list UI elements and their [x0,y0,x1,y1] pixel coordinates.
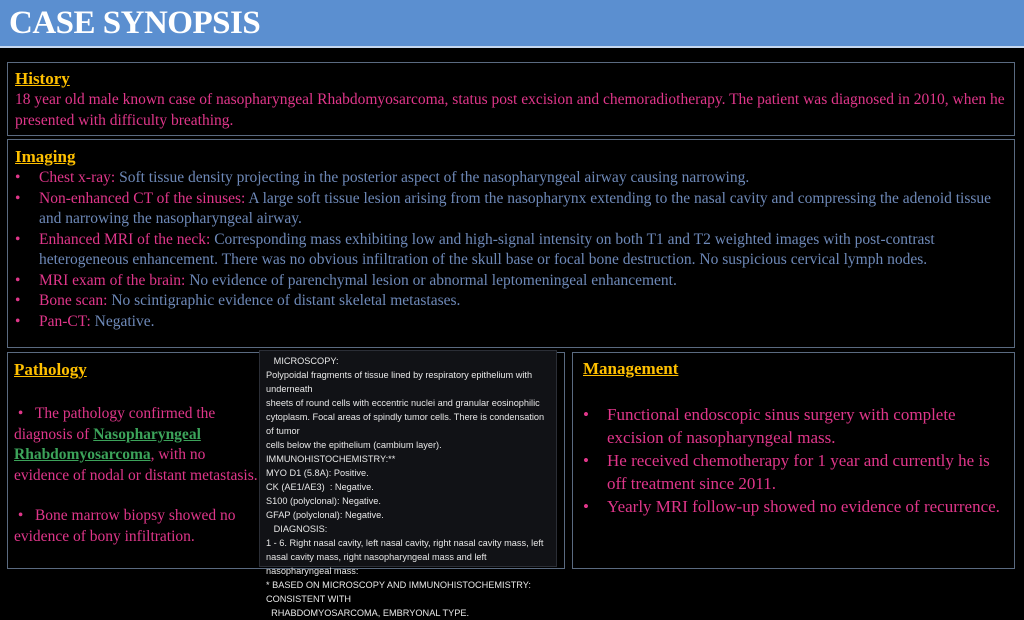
slide-title: CASE SYNOPSIS [9,5,261,41]
imaging-list [15,168,1007,332]
management-list [583,403,1004,518]
imaging-label: MRI exam of the brain: [39,271,186,289]
report-line: cytoplasm. Focal areas of spindly tumor cells. There is condensation of tumor [266,412,547,436]
history-text: 18 year old male known case of nasopharyngeal Rhabdomyosarcoma, status post excision and chemoradiotherapy. The patient was diagnosed in 2010, when he presented with difficulty breathing. [15,91,1005,129]
imaging-text: Corresponding mass exhibiting low and high-signal intensity on both T1 and T2 weighted images with post-contrast heterogeneous enhancement. There was no obvious infiltration of the skull base or focal bone destruction. No suspicious cervical lymph nodes. [39,230,935,268]
imaging-item [15,312,1007,333]
imaging-text: A large soft tissue lesion arising from the nasopharynx extending to the nasal cavity and compressing the adenoid tissue and narrowing the nasopharyngeal airway. [39,189,992,227]
report-line: RHABDOMYOSARCOMA, EMBRYONAL TYPE. [266,608,470,618]
report-line: * BASED ON MICROSCOPY AND IMMUNOHISTOCHEMISTRY: CONSISTENT WITH [266,580,534,604]
history-panel [7,62,1015,136]
report-line: sheets of round cells with eccentric nuclei and granular eosinophilic [266,398,540,408]
management-item: • He received chemotherapy for 1 year and currently he is off treatment since 2011. [583,449,1004,495]
report-line: Polypoidal fragments of tissue lined by respiratory epithelium with underneath [266,370,535,394]
history-heading: History [15,69,70,88]
imaging-label: Bone scan: [39,292,108,309]
imaging-label: Enhanced MRI of the neck: [39,230,211,248]
imaging-item [15,271,1007,292]
management-item: • Yearly MRI follow-up showed no evidence of recurrence. [583,495,1004,518]
pathology-bullet-1: • The pathology confirmed the diagnosis of Nasopharyngeal Rhabdomyosarcoma, with no evidence of nodal or distant metastasis. [14,405,258,484]
report-line: 1 - 6. Right nasal cavity, left nasal cavity, right nasal cavity mass, left [266,538,544,548]
report-line: cells below the epithelium (cambium layer). [266,440,442,450]
management-panel [572,352,1015,569]
report-line: IMMUNOHISTOCHEMISTRY:** [266,454,396,464]
imaging-text: Soft tissue density projecting in the posterior aspect of the nasopharyngeal airway causing narrowing. [115,169,750,186]
pathology-bullet-2: • Bone marrow biopsy showed no evidence of bony infiltration. [14,507,236,545]
microscopy-report-image [259,350,557,618]
report-line: DIAGNOSIS: [266,524,328,534]
report-line: GFAP (polyclonal): Negative. [266,510,384,520]
report-line: MICROSCOPY: [266,356,339,366]
imaging-label: Pan-CT: [39,312,91,330]
imaging-panel [7,139,1015,348]
report-line: CK (AE1/AE3) : Negative. [266,482,374,492]
diagnosis-text: Nasopharyngeal Rhabdomyosarcoma [14,425,201,463]
imaging-text: Negative. [90,312,155,330]
report-line: S100 (polyclonal): Negative. [266,496,381,506]
imaging-label: Non-enhanced CT of the sinuses: [39,189,246,207]
title-bar [0,0,1024,48]
report-line: nasal cavity mass, right nasopharyngeal mass and left nasopharyngeal mass: [266,552,490,576]
imaging-item [15,291,1007,312]
imaging-heading: Imaging [15,147,76,166]
report-line: MYO D1 (5.8A): Positive. [266,468,369,478]
imaging-text: No evidence of parenchymal lesion or abnormal leptomeningeal enhancement. [185,271,677,289]
management-item: • Functional endoscopic sinus surgery with complete excision of nasopharyngeal mass. [583,403,1004,449]
pathology-heading: Pathology [14,360,87,379]
imaging-text: No scintigraphic evidence of distant skeletal metastases. [107,292,461,309]
imaging-item [15,230,1007,271]
imaging-item [15,168,1007,189]
imaging-item [15,189,1007,230]
imaging-label: Chest x-ray: [39,169,116,186]
management-heading: Management [583,359,679,378]
